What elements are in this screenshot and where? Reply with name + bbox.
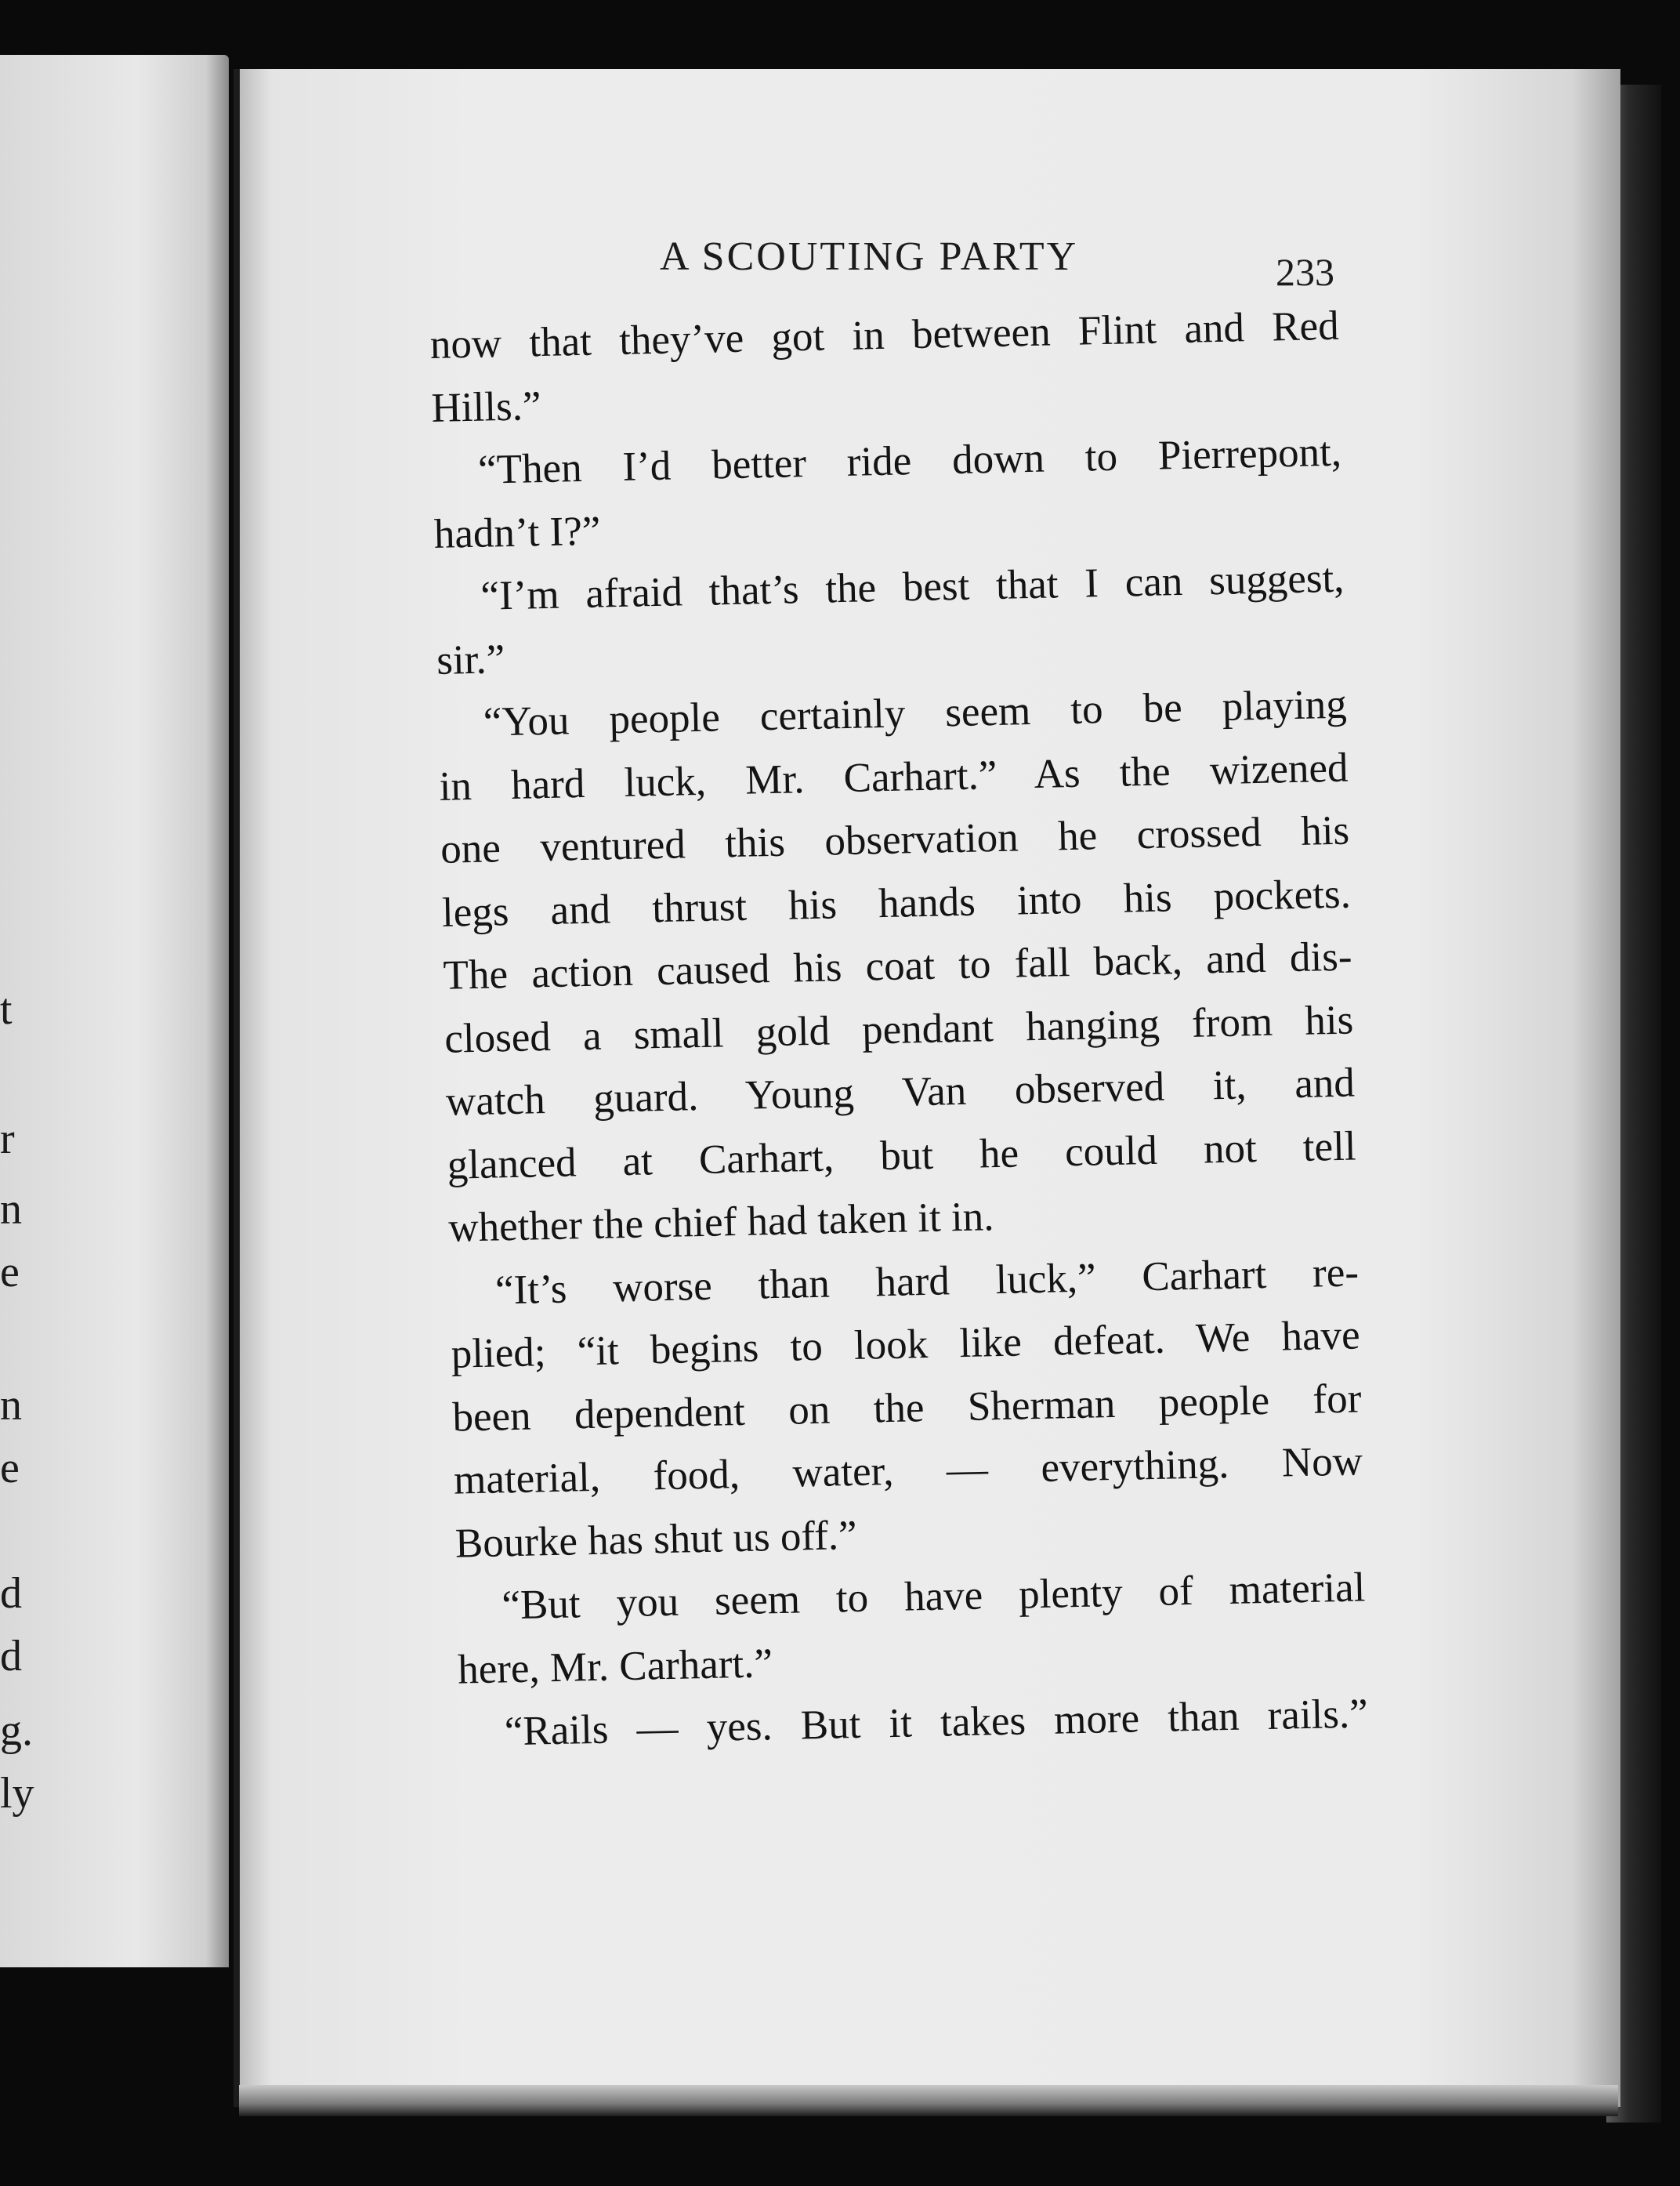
- page-number: 233: [1276, 250, 1334, 294]
- text-line: “But you seem to have plenty of material: [501, 1564, 1366, 1629]
- left-page-fragment: d: [0, 1569, 22, 1618]
- text-line: material, food, water, — everything. Now: [453, 1438, 1363, 1503]
- left-page-fragment: r: [0, 1115, 15, 1163]
- text-line: one ventured this observation he crossed his: [440, 807, 1350, 872]
- left-page-fragment: d: [0, 1632, 22, 1680]
- left-page-fragment: n: [0, 1381, 22, 1430]
- text-line: “I’m afraid that’s the best that I can suggest,: [480, 555, 1345, 619]
- text-line: “It’s worse than hard luck,” Carhart re-: [494, 1249, 1360, 1314]
- text-line: “Then I’d better ride down to Pierrepont,: [477, 429, 1342, 493]
- text-line: Bourke has shut us off.”: [454, 1512, 858, 1567]
- text-line: been dependent on the Sherman people for: [451, 1375, 1362, 1441]
- text-line: in hard luck, Mr. Carhart.” As the wizened: [439, 745, 1349, 810]
- text-line: plied; “it begins to look like defeat. We have: [451, 1312, 1361, 1377]
- left-page-fragment: e: [0, 1444, 20, 1492]
- text-line: closed a small gold pendant hanging from his: [444, 997, 1354, 1062]
- left-page-fragment: e: [0, 1248, 20, 1296]
- left-page-fragment: t: [0, 985, 13, 1034]
- previous-page-edge: [0, 55, 229, 1967]
- page-bottom-edge: [239, 2085, 1618, 2116]
- text-line: now that they’ve got in between Flint and Red: [429, 303, 1340, 368]
- left-page-fragment: n: [0, 1185, 22, 1234]
- left-page-fragment: g.: [0, 1706, 33, 1755]
- text-line: “Rails — yes. But it takes more than rails.”: [504, 1691, 1369, 1755]
- text-line: watch guard. Young Van observed it, and: [445, 1060, 1356, 1125]
- running-head: A SCOUTING PARTY: [660, 234, 1079, 279]
- text-line: legs and thrust his hands into his pockets.: [441, 871, 1352, 936]
- text-line: whether the chief had taken it in.: [447, 1194, 994, 1251]
- text-line: glanced at Carhart, but he could not tell: [447, 1122, 1357, 1188]
- text-line: hadn’t I?”: [433, 507, 601, 557]
- text-line: here, Mr. Carhart.”: [457, 1640, 773, 1693]
- left-page-fragment: ly: [0, 1769, 34, 1818]
- text-line: The action caused his coat to fall back, and dis-: [443, 933, 1353, 999]
- body-text: [429, 295, 1369, 1764]
- text-line: “You people certainly seem to be playing: [483, 681, 1348, 745]
- text-line: Hills.”: [430, 382, 541, 431]
- text-line: sir.”: [436, 636, 505, 683]
